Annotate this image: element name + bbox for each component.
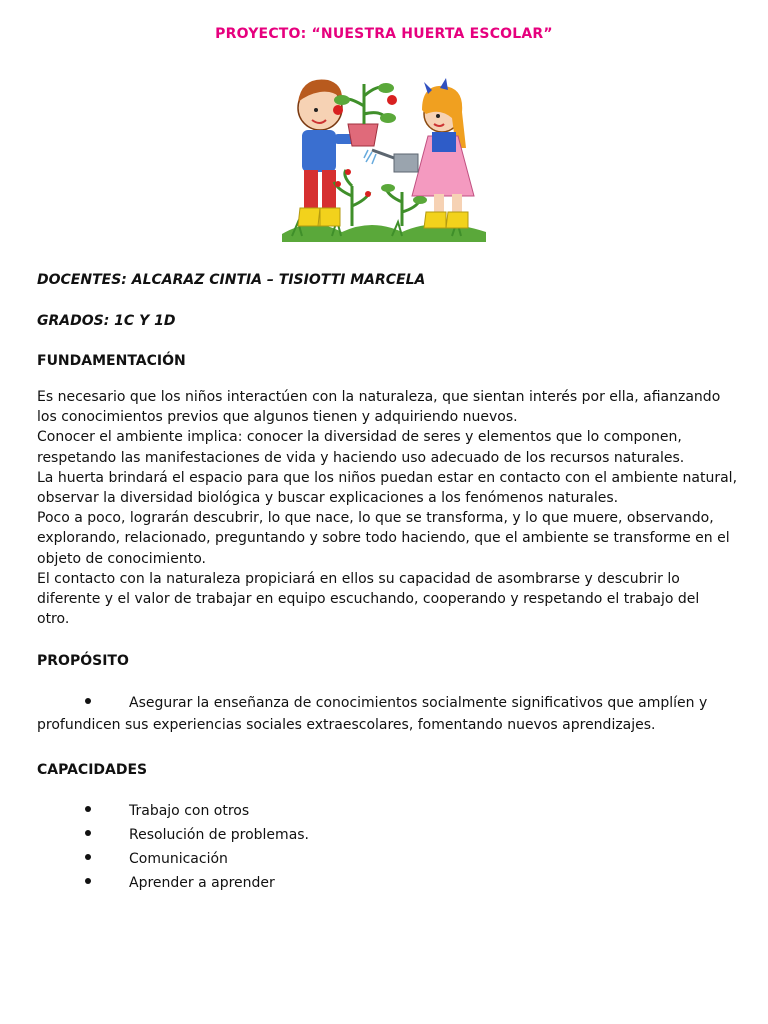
bullet-icon: [85, 698, 91, 704]
fundamentacion-line: respetando las manifestaciones de vida y haciendo uso adecuado de los recursos naturales.: [37, 449, 685, 466]
capacidades-heading: CAPACIDADES: [37, 762, 148, 778]
fundamentacion-line: La huerta brindará el espacio para que los niños puedan estar en contacto con el ambiente natural,: [37, 469, 738, 486]
bullet-icon: [85, 806, 91, 812]
grados-line: GRADOS: 1C Y 1D: [37, 313, 176, 329]
children-gardening-illustration: [272, 66, 496, 250]
fundamentacion-line: Poco a poco, lograrán descubrir, lo que nace, lo que se transforma, y lo que muere, observando,: [37, 510, 714, 527]
fundamentacion-line: explorando, relacionado, preguntando y sobre todo haciendo, que el ambiente se transforme en el: [37, 530, 730, 547]
proposito-body: [37, 692, 737, 736]
list-item-label: Comunicación: [129, 851, 228, 867]
list-item-label: Resolución de problemas.: [129, 827, 310, 843]
fundamentacion-line: Conocer el ambiente implica: conocer la diversidad de seres y elementos que lo componen,: [37, 429, 682, 446]
proposito-heading: PROPÓSITO: [37, 653, 129, 669]
bullet-icon: [85, 854, 91, 860]
list-item: [37, 872, 309, 896]
fundamentacion-line: los conocimientos previos que algunos tienen y adquiriendo nuevos.: [37, 409, 518, 426]
fundamentacion-line: otro.: [37, 611, 70, 628]
fundamentacion-heading: FUNDAMENTACIÓN: [37, 353, 186, 369]
fundamentacion-line: El contacto con la naturaleza propiciará en ellos su capacidad de asombrarse y descubrir lo: [37, 570, 680, 587]
list-item: [37, 824, 309, 848]
list-item: [37, 848, 309, 872]
proposito-text-2: profundicen sus experiencias sociales extraescolares, fomentando nuevos aprendizajes.: [37, 717, 656, 733]
list-item: [37, 800, 309, 824]
fundamentacion-line: objeto de conocimiento.: [37, 550, 206, 567]
list-item-label: Aprender a aprender: [129, 875, 275, 891]
capacidades-list: [37, 800, 309, 896]
fundamentacion-line: observar la diversidad biológica y buscar explicaciones a los fenómenos naturales.: [37, 490, 619, 507]
bullet-icon: [85, 878, 91, 884]
proposito-text-1: Asegurar la enseñanza de conocimientos socialmente significativos que amplíen y: [129, 695, 708, 711]
fundamentacion-body: [37, 387, 749, 629]
docentes-line: DOCENTES: ALCARAZ CINTIA – TISIOTTI MARCELA: [37, 272, 426, 288]
fundamentacion-line: diferente y el valor de trabajar en equipo escuchando, cooperando y respetando el trabajo del: [37, 591, 700, 608]
list-item-label: Trabajo con otros: [129, 803, 250, 819]
garden-drawing: [272, 66, 496, 250]
proposito-line-1: [37, 692, 737, 714]
fundamentacion-line: Es necesario que los niños interactúen con la naturaleza, que sientan interés por ella, afianzando: [37, 389, 721, 405]
page-title: PROYECTO: “NUESTRA HUERTA ESCOLAR”: [215, 26, 553, 42]
bullet-icon: [85, 830, 91, 836]
